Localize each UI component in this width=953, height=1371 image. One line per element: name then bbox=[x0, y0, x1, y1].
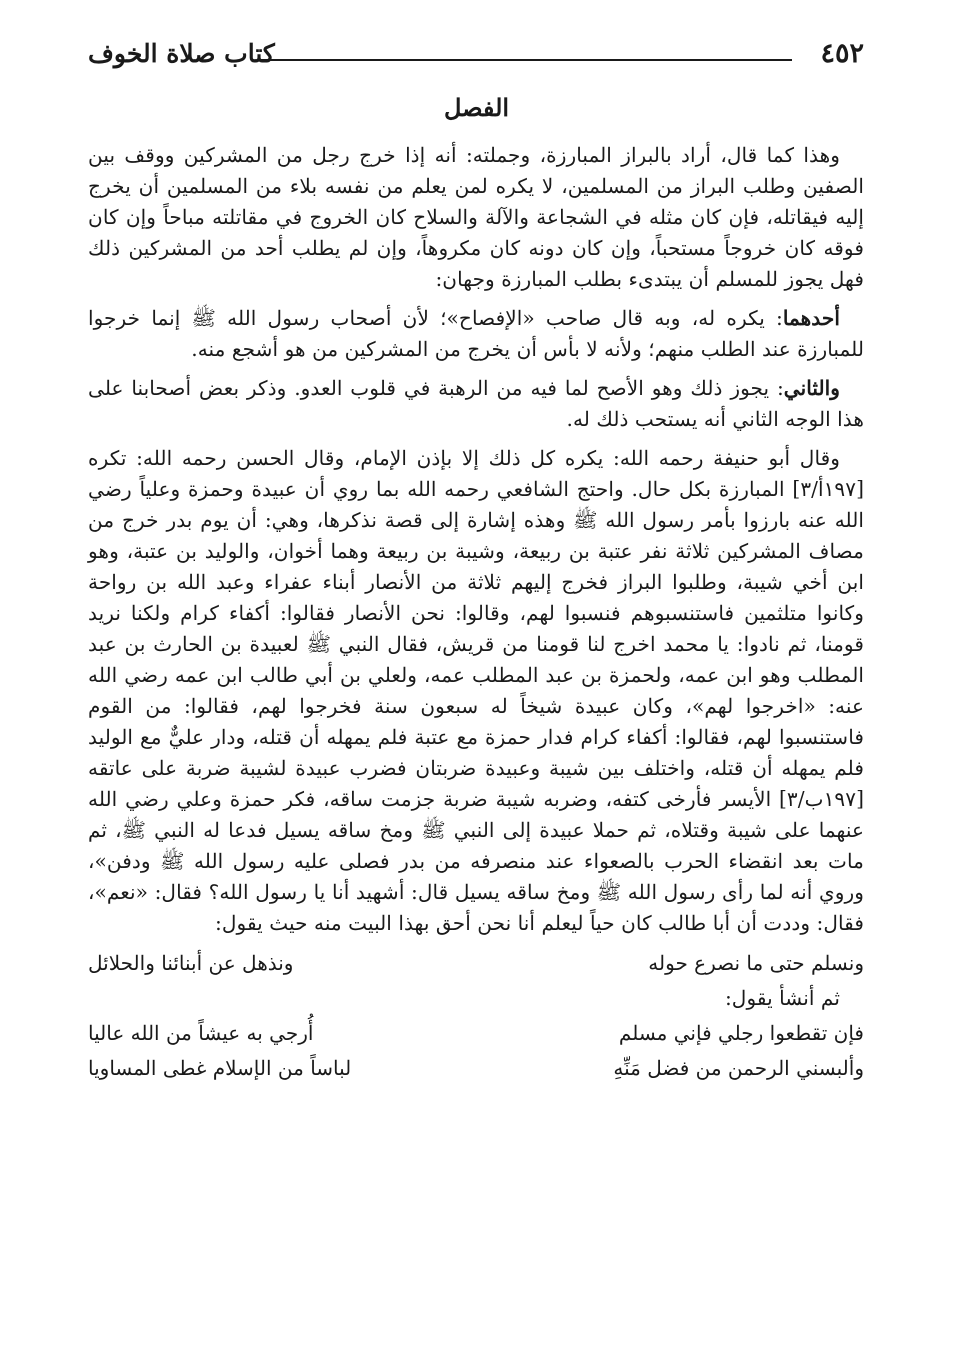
term-second-view: والثاني bbox=[783, 376, 840, 400]
term-first-view: أحدهما bbox=[782, 306, 840, 330]
poem-verse bbox=[88, 1017, 864, 1050]
verse-first-hemistich: وألبسني الرحمن من فضل مَنِّهِ bbox=[613, 1056, 864, 1080]
header-rule bbox=[260, 59, 792, 61]
poem-verse bbox=[88, 1052, 864, 1085]
paragraph-story bbox=[88, 443, 864, 939]
book-title: كتاب صلاة الخوف bbox=[88, 39, 275, 68]
paragraph-text: وقال أبو حنيفة رحمه الله: يكره كل ذلك إلا بإذن الإمام، وقال الحسن رحمه الله: تكره [١٩٧أ/٣] المبارزة بكل حال. واحتج الشافعي رحمه الله بما روي أن عبيدة وحمزة وعلياً رضي الله عنه بارزوا بأمر رسول الله ﷺ وهذه إشارة إلى قصة نذكرها، وهي: أن يوم بدر خرج من مصاف المشركين ثلاثة نفر عتبة بن ربيعة، وشيبة بن ربيعة وهما أخوان، والوليد بن عتبة، وهو ابن أخي شيبة، وطلبوا البراز فخرج إليهم ثلاثة من الأنصار أبناء عفراء وعبد الله بن رواحة وكانوا متلثمين فاستنسبوهم فنسبوا لهم، وقالوا: نحن الأنصار فقالوا: أكفاء كرام ولكنا نريد قومنا، ثم نادوا: يا محمد اخرج لنا قومنا من قريش، فقال النبي ﷺ لعبيدة بن الحارث بن عبد المطلب وهو ابن عمه، ولحمزة بن عبد المطلب عمه، ولعلي بن أبي طالب ابن عمه رضي الله عنه: «اخرجوا لهم»، وكان عبيدة شيخاً له سبعون سنة فخرجوا لهم، فقالوا: من القوم فاستنسبوا لهم، فقالوا: أكفاء كرام فدار حمزة مع عتبة فلم يمهله أن قتله، ودار عليٌّ مع الوليد فلم يمهله أن قتله، واختلف بين شيبة وعبيدة ضربتان فضرب عبيدة لشيبة ضربة على عاتقه [١٩٧ب/٣] الأيسر فأرخى كتفه، وضربه شيبة ضربة جزمت ساقه، فكر حمزة وعلي رضي الله عنهما على شيبة وقتلاه، ثم حملا عبيدة إلى النبي ﷺ ومخ ساقه يسيل فدعا له النبي ﷺ، ثم مات بعد انقضاء الحرب بالصعواء عند منصرفه من بدر فصلى عليه رسول الله ﷺ ودفن»، وروي أنه لما رأى رسول الله ﷺ ومخ ساقه يسيل قال: أشهيد أنا يا رسول الله؟ فقال: «نعم»، فقال: وددت أن أبا طالب كان حياً ليعلم أنا نحن أحق بهذا البيت منه حيث يقول: bbox=[88, 446, 864, 935]
paragraph-text: : يكره له، وبه قال صاحب «الإفصاح»؛ لأن أصحاب رسول الله ﷺ إنما خرجوا للمبارزة عند الطلب منهم؛ ولأنه لا بأس أن يخرج من المشركين من هو أشجع منه. bbox=[88, 306, 864, 361]
page-header bbox=[88, 34, 864, 74]
verse-second-hemistich: ونذهل عن أبنائنا والحلائل bbox=[88, 951, 294, 975]
poem-verse bbox=[88, 947, 864, 980]
body-text bbox=[88, 140, 864, 1087]
paragraph-intro bbox=[88, 140, 864, 295]
poem-intro-line: ثم أنشأ يقول: bbox=[724, 986, 840, 1010]
paragraph-text: وهذا كما قال، أراد بالبراز المبارزة، وجملته: أنه إذا خرج رجل من المشركين ووقف بين الصفين وطلب البراز من المسلمين، لا يكره لمن يعلم من نفسه بلاء من المسلمين أن يخرج إليه فيقاتله، فإن كان مثله في الشجاعة والآلة والسلاح كان الخروج في مقاتلته مباحاً وإن كان فوقه كان خروجاً مستحباً، وإن كان دونه كان مكروهاً، وإن لم يطلب أحد من المشركين ذلك فهل يجوز للمسلم أن يبتدىء بطلب المبارزة وجهان: bbox=[88, 143, 864, 291]
verse-second-hemistich: أُرجي به عيشاً من الله عاليا bbox=[88, 1021, 314, 1045]
paragraph-text: : يجوز ذلك وهو الأصح لما فيه من الرهبة في قلوب العدو. وذكر بعض أصحابنا على هذا الوجه الثاني أنه يستحب ذلك له. bbox=[88, 376, 864, 431]
verse-second-hemistich: لباساً من الإسلام غطى المساويا bbox=[88, 1056, 352, 1080]
section-heading: الفصل bbox=[443, 93, 510, 122]
page-number: ٤٥٢ bbox=[820, 38, 864, 69]
paragraph-first-view bbox=[88, 303, 864, 365]
paragraph-second-view bbox=[88, 373, 864, 435]
verse-first-hemistich: ونسلم حتى ما نصرع حوله bbox=[648, 951, 864, 975]
verse-first-hemistich: فإن تقطعوا رجلي فإني مسلم bbox=[618, 1021, 864, 1045]
